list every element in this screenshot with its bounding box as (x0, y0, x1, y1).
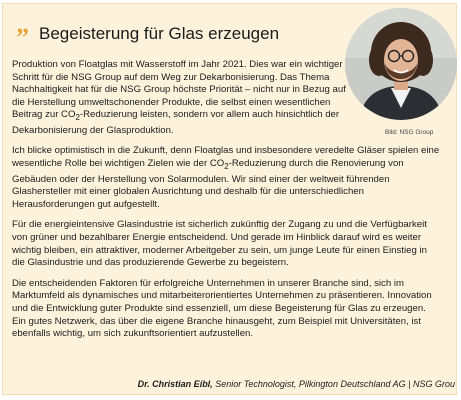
author-role: Senior Technologist, Pilkington Deutschland AG | NSG Grou (215, 379, 455, 389)
paragraph-1-text-a: Produktion von Floatglas mit Wasserstoff im Jahr 2021. Dies war ein wichtiger Schritt für die NSG Group auf dem Weg zur Dekarbonisierung. Das Thema Nachhaltigkeit hat für die NSG Group höchste Priorität – nicht nur in Bezug auf die Herstellung umweltschonender Produkte, die selbst einen wesentlichen Beitrag zur CO (12, 59, 346, 121)
photo-credit: Bild: NSG Group (385, 129, 434, 136)
paragraph-2-text-a: Ich blicke optimistisch in die Zukunft, denn Floatglas und insbesondere veredelte Gläser spielen eine wesentliche Rolle bei wichtigen Zielen wie der CO (12, 145, 440, 170)
co2-subscript: 2 (224, 161, 229, 171)
author-name: Dr. Christian Eibl, (137, 379, 213, 389)
quote-card (2, 3, 457, 395)
paragraph-3: Für die energieintensive Glasindustrie ist sicherlich zukünftig der Zugang zu und die Verfügbarkeit von grüner und bezahlbarer Energie entscheidend. Und gerade im Hinblick darauf wird es weiter wichtig bleiben, ein attraktiver, moderner Arbeitgeber zu sein, um junge Leute für einen Einstieg in die Glasindustrie und das produzierende Gewerbe zu begeistern. (12, 219, 427, 269)
paragraph-1 (12, 59, 347, 137)
author-signature (3, 379, 455, 389)
paragraph-1-text-b: -Reduzierung leisten, sondern vor allem auch hinsichtlich der Dekarbonisierung der Glasproduktion. (12, 109, 340, 136)
article-heading: Begeisterung für Glas erzeugen (39, 24, 280, 43)
paragraph-4: Die entscheidenden Faktoren für erfolgreiche Unternehmen in unserer Branche sind, sich im Marktumfeld als dynamisches und mitarbeiterorientiertes Unternehmen zu präsentieren. Innovation und die Entwicklung guter Produkte sind essenziell, um diese Begeisterung für Glas zu erzeugen. Ein gutes Netzwerk, das über die eigene Branche hinausgeht, zum Beispiel mit Universitäten, ist ebenfalls wichtig, um sich zukunftsorientiert aufzustellen. (12, 277, 432, 340)
co2-subscript: 2 (75, 113, 80, 123)
paragraph-2 (12, 145, 442, 211)
article-body (12, 59, 442, 349)
paragraph-2-text-b: -Reduzierung durch die Renovierung von Gebäuden oder der Herstellung von Solarmodulen. Wir sind einer der weltweit führenden Glashersteller mit einer globalen Ausrichtung und deshalb für die unterschiedlichen Herausforderungen gut aufgestellt. (12, 158, 404, 210)
quote-mark-icon: ” (16, 23, 29, 52)
